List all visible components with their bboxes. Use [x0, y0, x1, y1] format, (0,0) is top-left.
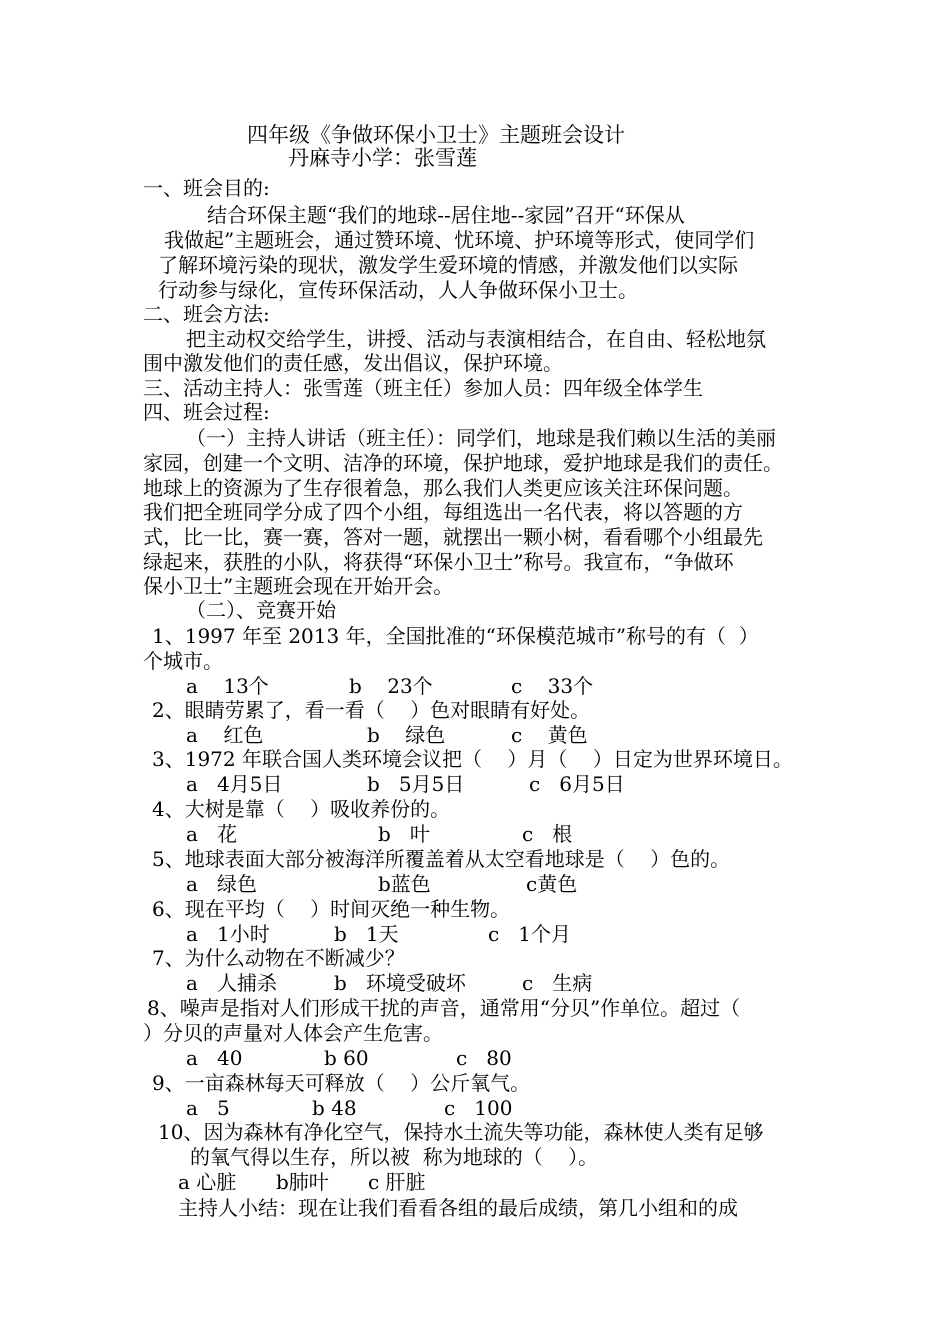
- question-text: 2、眼睛劳累了，看一看（ ）色对眼睛有好处。: [152, 698, 591, 722]
- section-1-line: 我做起”主题班会，通过赞环境、忧环境、护环境等形式，使同学们: [164, 228, 755, 252]
- question-text: 个城市。: [143, 649, 223, 673]
- section-4-line: （一）主持人讲话（班主任）：同学们，地球是我们赖以生活的美丽: [186, 426, 776, 450]
- option-a: a 绿色: [186, 872, 257, 896]
- question-text: 10、因为森林有净化空气，保持水土流失等功能，森林使人类有足够: [158, 1120, 764, 1144]
- question-text: 的氧气得以生存，所以被 称为地球的（ ）。: [190, 1145, 599, 1169]
- option-a: a 5: [186, 1096, 230, 1120]
- question-text: 4、大树是靠（ ）吸收养份的。: [152, 797, 451, 821]
- option-b: b 48: [312, 1096, 357, 1120]
- section-2-line: 把主动权交给学生，讲授、活动与表演相结合，在自由、轻松地氛: [186, 327, 766, 351]
- question-text: 9、一亩森林每天可释放（ ）公斤氧气。: [152, 1071, 531, 1095]
- question-text: 1、1997 年至 2013 年，全国批准的“环保模范城市”称号的有（ ）: [152, 624, 759, 648]
- section-4-line: 家园，创建一个文明、洁净的环境，保护地球，爱护地球是我们的责任。: [143, 451, 783, 475]
- option-c: c 1个月: [488, 922, 571, 946]
- option-a: a 红色: [186, 723, 264, 747]
- option-b: b 环境受破坏: [334, 971, 466, 995]
- option-c: c 6月5日: [529, 772, 625, 796]
- option-a: a 心脏: [178, 1170, 237, 1194]
- question-text: 3、1972 年联合国人类环境会议把（ ）月（ ）日定为世界环境日。: [152, 747, 793, 771]
- question-text: 8、噪声是指对人们形成干扰的声音，通常用“分贝”作单位。超过（: [147, 996, 741, 1020]
- option-b: b 1天: [334, 922, 399, 946]
- option-c: c 黄色: [511, 723, 588, 747]
- section-4-line: 绿起来，获胜的小队，将获得“环保小卫士”称号。我宣布，“争做环: [143, 550, 734, 574]
- option-b: b 5月5日: [367, 772, 465, 796]
- option-a: a 40: [186, 1046, 243, 1070]
- option-a: a 1小时: [186, 922, 270, 946]
- option-b: b 绿色: [367, 723, 446, 747]
- author-line: 丹麻寺小学：张雪莲: [288, 146, 477, 170]
- document-title: 四年级《争做环保小卫士》主题班会设计: [247, 123, 625, 147]
- section-2-line: 围中激发他们的责任感，发出倡议，保护环境。: [143, 351, 563, 375]
- option-c: c 根: [522, 822, 573, 846]
- option-b: b肺叶: [276, 1170, 329, 1194]
- option-b: b 叶: [378, 822, 430, 846]
- option-c: c 100: [444, 1096, 513, 1120]
- section-4-line: 式，比一比，赛一赛，答对一题，就摆出一颗小树，看看哪个小组最先: [143, 525, 763, 549]
- question-text: 7、为什么动物在不断减少？: [152, 946, 405, 970]
- option-a: a 花: [186, 822, 237, 846]
- question-text: 6、现在平均（ ）时间灭绝一种生物。: [152, 897, 511, 921]
- section-3-line: 三、活动主持人：张雪莲（班主任）参加人员：四年级全体学生: [143, 376, 703, 400]
- option-c: c黄色: [526, 872, 578, 896]
- section-4-line: 保小卫士”主题班会现在开始开会。: [143, 574, 454, 598]
- host-summary-line: 主持人小结：现在让我们看看各组的最后成绩，第几小组和的成: [178, 1196, 738, 1220]
- option-a: a 13个: [186, 674, 269, 698]
- question-text: ）分贝的声量对人体会产生危害。: [143, 1021, 443, 1045]
- option-c: c 肝脏: [368, 1170, 426, 1194]
- section-1-line: 行动参与绿化，宣传环保活动，人人争做环保小卫士。: [158, 278, 638, 302]
- subsection-heading: （二）、竞赛开始: [186, 598, 336, 622]
- option-c: c 33个: [511, 674, 594, 698]
- option-b: b 23个: [349, 674, 433, 698]
- question-text: 5、地球表面大部分被海洋所覆盖着从太空看地球是（ ）色的。: [152, 847, 731, 871]
- option-b: b 60: [324, 1046, 369, 1070]
- section-4-line: 地球上的资源为了生存很着急，那么我们人类更应该关注环保问题。: [143, 476, 743, 500]
- option-c: c 80: [456, 1046, 512, 1070]
- option-b: b蓝色: [378, 872, 431, 896]
- section-1-line: 结合环保主题“我们的地球--居住地--家园”召开“环保从: [207, 203, 685, 227]
- section-1-heading: 一、班会目的:: [143, 176, 270, 200]
- section-4-heading: 四、班会过程:: [143, 400, 270, 424]
- section-2-heading: 二、班会方法:: [143, 302, 270, 326]
- section-4-line: 我们把全班同学分成了四个小组，每组选出一名代表，将以答题的方: [143, 500, 743, 524]
- option-c: c 生病: [522, 971, 593, 995]
- section-1-line: 了解环境污染的现状，激发学生爱环境的情感，并激发他们以实际: [158, 253, 738, 277]
- option-a: a 4月5日: [186, 772, 283, 796]
- option-a: a 人捕杀: [186, 971, 277, 995]
